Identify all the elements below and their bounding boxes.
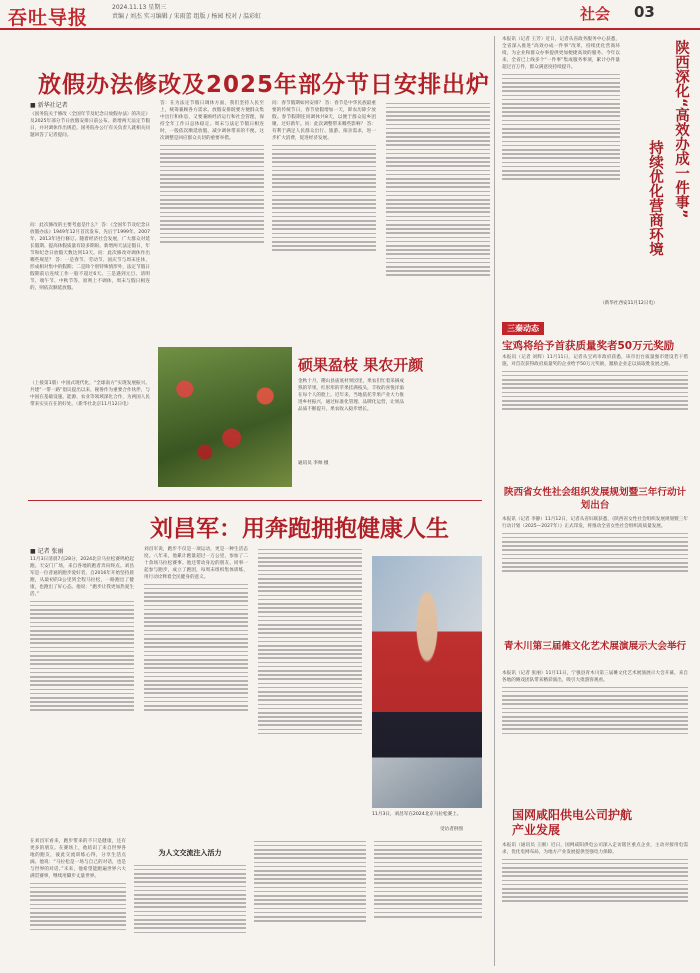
header-meta [112,3,261,21]
runner-subhead: 为人文交流注入活力 [158,849,222,857]
lead-col4-text: 问：春节假期如何安排？ 答：春节是中华民族最重要的传统节日，春节放假增加一天，即农历除夕放假。春节假期连同调休共8天，以便于群众返乡团聚、过好新年。问：此次调整带来哪些影响？ 答：有利于满足人民群众出行、旅游、探亲需求，进一步扩大消费，促进经济发展。 [272,101,376,141]
article-women-text [502,516,688,632]
runner-body-a [30,556,134,806]
article-baoji-text [502,354,688,474]
runner-byline: ■ 记者 张丽 [30,548,64,555]
page-header [0,0,700,30]
apple-harvest-photo [158,347,292,487]
article-xianyang-text [502,842,688,964]
runner-bottom-b [134,862,246,958]
article-qingmuchuan-text [502,670,688,798]
lead-col5-text [386,100,490,340]
article-baoji-body: 本报讯（记者 刘辉）11月11日，记者从宝鸡市政府获悉，该市出台质量强市建设若干措施，对首次获得政府质量奖的企业给予50万元奖励，激励企业走以质取胜发展之路。 [502,355,688,367]
lead-body-text: 问：此次修改的主要考虑是什么？ 答：《全国年节及纪念日放假办法》1949年12月首次发布，先后于1999年、2007年、2013年进行修订。随着经济社会发展，广大群众对延长假期、提高休假质量有较多期盼。新增两天法定假日，年节和纪念日放假天数达到13天。问：此次修改对调休作出哪些规范？ 答：一是春节、劳动节、国庆节与周末连休，形成相对集中的假期；二是除个别特殊情形外，法定节假日假期前后连续工作一般不超过6天。三是遇到元旦、清明节、端午节、中秋节等，原则上不调休，周末与假日相连的，则依次顺延放假。 [30,223,150,291]
apple-text [298,378,404,450]
lead-col3-text: 答：在为法定节假日调休方面，我们坚持人民至上，统筹兼顾各方需求。放假安排既要方便群众集中出行和休息，又要兼顾经济运行和社会管理，保持全年工作日总体稳定。周末与法定节假日相连时，一般依次顺延放假，减少调休带来的不便。这次调整是回应群众关切的重要举措。 [160,101,264,141]
runner-caption: 11月3日，刘昌军在2024北京马拉松赛上。 [372,812,462,817]
lead-byline: ■ 新华社记者 [30,102,68,109]
article-qingmuchuan-body: 本报讯（记者 张丽）11月11日，宁强县青木川第三届傩文化艺术展演展示大会开幕，来自各地的傩戏团队带来精彩演出，吸引大批游客观看。 [502,671,688,683]
runner-bottom-c [254,838,366,958]
runner-credit: 受访者供图 [440,827,463,832]
article-title-qingmuchuan: 青木川第三届傩文化艺术展演展示大会举行 [503,641,687,652]
section-banner: 三秦动态 [502,322,544,335]
apple-title: 硕果盈枝 果农开颜 [298,356,424,374]
newspaper-logo: 吞吐导报 [8,7,89,29]
article-xianyang-body: 本报讯（通讯员 王刚）近日，国网咸阳供电公司深入走访辖区重点企业，主动对接用电需求，优化电网布局，为地方产业发展提供坚强电力保障。 [502,843,688,855]
runner-title: 刘昌军：用奔跑拥抱健康人生 [150,516,449,542]
lead-headline: 放假办法修改及2025年部分节日安排出炉 [38,72,491,98]
header-editors: 责编 / 刘杰 实习编辑 / 宋雨蕾 组版 / 杨园 校对 / 温彩虹 [112,13,262,20]
lead-quote-text: （上接第1版）中国式现代化，“全球南方”实现发展振兴。共建“一带一路”倡议提出以来，秘鲁作为重要合作伙伴，与中国在基础设施、能源、农业等领域深化合作，为两国人民带来实实在在的好处。（新华社北京11月12日电） [30,381,150,407]
sidebar-vtitle-a: 陕西深化“高效办成一件事” [673,40,689,219]
sidebar-lead-text [502,36,620,306]
lead-intro-text: 《国务院关于修改〈全国年节及纪念日放假办法〉的决定》及2025年部分节日放假安排日前公布。新增两天法定节假日，并对调休作出规范。国务院办公厅有关负责人就相关问题回答了记者提问。 [30,112,150,138]
apple-text-body: 金秋十月，稷山县庙底村果园里，果农们忙着采摘成熟的苹果，红彤彤的苹果挂满枝头，丰收的喜悦洋溢在每个人的脸上。近年来，当地依托苹果产业大力推进乡村振兴，通过标准化管理、品牌化运营，让果品品质不断提升，果农收入稳步增长。 [298,379,404,412]
sidebar-footnote: （新华社西安11月12日电） [600,301,658,306]
article-title-baoji: 宝鸡将给予首获质量奖者50万元奖励 [502,340,675,352]
runner-photo [372,556,482,808]
article-title-xianyang: 国网咸阳供电公司护航产业发展 [512,808,633,837]
lead-col4 [272,100,376,340]
apple-credit: 通讯员 李帅 摄 [298,461,329,466]
lead-body [30,222,150,372]
lead-quote [30,380,150,500]
section-label: 社会 [580,5,611,23]
lead-intro [30,111,150,219]
article-title-women: 陕西省女性社会组织发展规划暨三年行动计划出台 [503,487,687,511]
article-women-body: 本报讯（记者 李静）11月12日，记者从省妇联获悉，《陕西省女性社会组织发展规划暨三年行动计划（2025—2027年）》正式印发，将推动全省女性社会组织高质量发展。 [502,517,688,529]
page-number: 03 [634,3,655,21]
divider [28,500,482,501]
section-name [580,3,610,24]
runner-bottom-d [374,838,482,958]
runner-body-b-text: 刘昌军说，跑步不仅是一项运动，更是一种生活态度。八年来，他累计跑量超过一万公里，参加了二十余场马拉松赛事。他还带动身边的朋友、同事一起参与跑步，成立了跑团，每周末组织集体训练，用行动诠释着全民健身的意义。 [144,547,248,580]
runner-body-c [258,546,362,806]
runner-bottom-a [30,838,126,958]
sidebar-lead-body: 本报讯（记者 王芳）近日，记者从省政务服务中心获悉，全省深入推进“高效办成一件事”改革，持续优化营商环境，为企业和群众办事提供更加便捷高效的服务。今年以来，全省已上线多个“一件事”集成服务事项，累计办件量超过百万件，群众满意度持续提升。 [502,37,620,70]
header-date: 2024.11.13 星期三 [112,4,167,11]
column-divider [494,36,495,966]
sidebar-vtitle-b: 持续优化营商环境 [647,140,663,256]
runner-body-b [144,546,248,806]
runner-bottom-a-text: 在刘昌军看来，跑步带来的不只是健康，还有更多的朋友。在赛场上，他结识了来自世界各地的跑友，彼此交流训练心得，分享生活点滴。他说：“马拉松是一场与自己的对话，也是与世界的对话。”未来，他希望能跑遍世界六大满贯赛事，继续用脚步丈量世界。 [30,839,126,879]
runner-body-a-text: 11月3日清晨7点28分，2024北京马拉松赛鸣枪起跑。天安门广场，来自各地的跑者奔向终点。刘昌军是一位普通的跑步爱好者，自2016年开始坚持晨跑，从最初的3公里到全程马拉松，一路跑出了健康，也跑出了好心态。他说：“跑步让我更加热爱生活。” [30,557,134,597]
lead-col3 [160,100,264,340]
